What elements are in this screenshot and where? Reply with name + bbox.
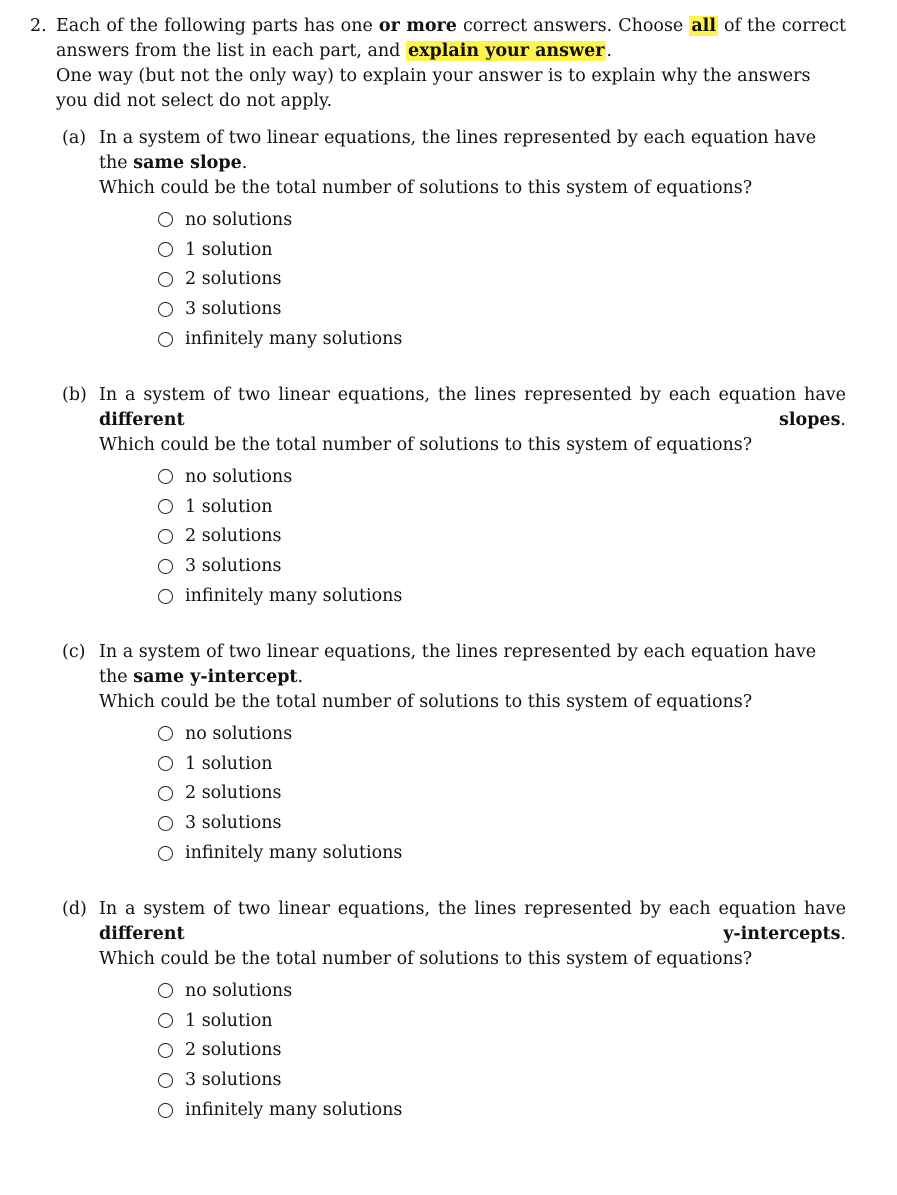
- option-1-solution[interactable]: [158, 1006, 402, 1036]
- option-label: 3 solutions: [185, 1070, 282, 1091]
- radio-button[interactable]: [158, 529, 173, 544]
- option-label: infinitely many solutions: [185, 586, 403, 607]
- option-2-solutions[interactable]: [158, 265, 402, 295]
- option-infinitely-many[interactable]: [158, 1095, 402, 1125]
- option-no-solutions[interactable]: [158, 205, 402, 235]
- stem-emphasis: different slopes: [99, 410, 841, 430]
- radio-button[interactable]: [158, 1073, 173, 1088]
- instruction-line-2: answers from the list in each part, and explain your answer .: [56, 41, 612, 61]
- part-prompt: Which could be the total number of solutions to this system of equations?: [99, 692, 753, 712]
- radio-button[interactable]: [158, 1043, 173, 1058]
- part-label: (d): [62, 899, 87, 919]
- part-label: (b): [62, 385, 87, 405]
- option-infinitely-many[interactable]: [158, 324, 402, 354]
- option-label: no solutions: [185, 723, 293, 744]
- option-label: 1 solution: [185, 753, 273, 774]
- part-prompt: Which could be the total number of solutions to this system of equations?: [99, 435, 753, 455]
- radio-button[interactable]: [158, 559, 173, 574]
- option-1-solution[interactable]: [158, 235, 402, 265]
- option-no-solutions[interactable]: [158, 719, 402, 749]
- option-label: 3 solutions: [185, 556, 282, 577]
- answer-options: [158, 205, 402, 354]
- option-2-solutions[interactable]: [158, 1036, 402, 1066]
- instruction-explanation: One way (but not the only way) to explain your answer is to explain why the answers you did not select do not apply.: [56, 66, 811, 111]
- option-infinitely-many[interactable]: [158, 581, 402, 611]
- part-stem: In a system of two linear equations, the lines represented by each equation have different y-intercepts.: [99, 899, 846, 944]
- radio-button[interactable]: [158, 816, 173, 831]
- option-label: no solutions: [185, 980, 293, 1001]
- option-label: 2 solutions: [185, 526, 282, 547]
- radio-button[interactable]: [158, 212, 173, 227]
- option-label: 3 solutions: [185, 299, 282, 320]
- option-label: 1 solution: [185, 239, 273, 260]
- option-infinitely-many[interactable]: [158, 838, 402, 868]
- radio-button[interactable]: [158, 1103, 173, 1118]
- option-3-solutions[interactable]: [158, 1065, 402, 1095]
- stem-emphasis: different y-intercepts: [99, 924, 841, 944]
- answer-options: [158, 976, 402, 1125]
- option-label: infinitely many solutions: [185, 329, 403, 350]
- option-label: infinitely many solutions: [185, 843, 403, 864]
- part-stem: In a system of two linear equations, the lines represented by each equation have the same y-intercept.: [99, 642, 817, 687]
- option-no-solutions[interactable]: [158, 976, 402, 1006]
- radio-button[interactable]: [158, 242, 173, 257]
- instruction-line-1: Each of the following parts has one or more correct answers. Choose all of the correct: [56, 16, 847, 36]
- part-stem: In a system of two linear equations, the lines represented by each equation have the same slope.: [99, 128, 817, 173]
- option-3-solutions[interactable]: [158, 808, 402, 838]
- radio-button[interactable]: [158, 302, 173, 317]
- part-prompt: Which could be the total number of solutions to this system of equations?: [99, 949, 753, 969]
- answer-options: [158, 719, 402, 868]
- part-label: (c): [62, 642, 86, 662]
- radio-button[interactable]: [158, 726, 173, 741]
- highlight-all: all: [691, 16, 716, 36]
- stem-emphasis: same slope: [133, 153, 242, 173]
- part-stem: In a system of two linear equations, the lines represented by each equation have different slopes.: [99, 385, 846, 430]
- option-1-solution[interactable]: [158, 749, 402, 779]
- radio-button[interactable]: [158, 983, 173, 998]
- option-1-solution[interactable]: [158, 492, 402, 522]
- option-3-solutions[interactable]: [158, 294, 402, 324]
- radio-button[interactable]: [158, 499, 173, 514]
- radio-button[interactable]: [158, 332, 173, 347]
- option-label: infinitely many solutions: [185, 1100, 403, 1121]
- option-2-solutions[interactable]: [158, 522, 402, 552]
- option-label: 1 solution: [185, 496, 273, 517]
- highlight-explain: explain your answer: [407, 41, 605, 61]
- question-number: 2.: [30, 16, 47, 36]
- option-label: no solutions: [185, 209, 293, 230]
- stem-emphasis: same y-intercept: [133, 667, 298, 687]
- radio-button[interactable]: [158, 846, 173, 861]
- option-label: 2 solutions: [185, 269, 282, 290]
- option-label: 1 solution: [185, 1010, 273, 1031]
- option-label: 2 solutions: [185, 783, 282, 804]
- option-label: 2 solutions: [185, 1040, 282, 1061]
- question-instructions: [56, 14, 846, 114]
- option-label: 3 solutions: [185, 813, 282, 834]
- part-prompt: Which could be the total number of solutions to this system of equations?: [99, 178, 753, 198]
- radio-button[interactable]: [158, 272, 173, 287]
- answer-options: [158, 462, 402, 611]
- radio-button[interactable]: [158, 469, 173, 484]
- radio-button[interactable]: [158, 1013, 173, 1028]
- option-3-solutions[interactable]: [158, 551, 402, 581]
- option-label: no solutions: [185, 466, 293, 487]
- part-label: (a): [62, 128, 87, 148]
- radio-button[interactable]: [158, 589, 173, 604]
- radio-button[interactable]: [158, 786, 173, 801]
- radio-button[interactable]: [158, 756, 173, 771]
- option-2-solutions[interactable]: [158, 779, 402, 809]
- option-no-solutions[interactable]: [158, 462, 402, 492]
